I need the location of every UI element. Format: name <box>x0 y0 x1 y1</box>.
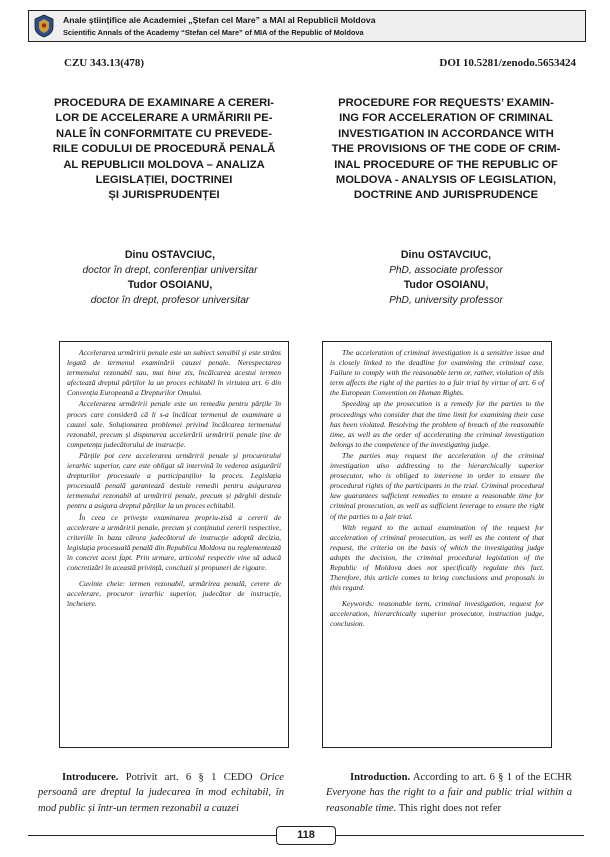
intro-heading-ro: Introducere. <box>62 772 119 783</box>
journal-title-ro: Anale științifice ale Academiei „Ștefan cel Mare” a MAI al Republicii Moldova <box>63 15 376 25</box>
title-line: NALE ÎN CONFORMITATE CU PREVEDE- <box>56 127 272 140</box>
czu-code: CZU 343.13(478) <box>64 57 145 69</box>
title-line: MOLDOVA - ANALYSIS OF LEGISLATION, <box>335 174 557 187</box>
page-number: 118 <box>276 826 336 845</box>
author-name: Tudor OSOIANU, <box>127 279 213 291</box>
body-en <box>326 770 572 816</box>
academy-crest-icon <box>33 14 55 38</box>
title-line: PROCEDURA DE EXAMINARE A CERERI- <box>53 97 275 109</box>
author-name: Dinu OSTAVCIUC, <box>124 249 216 261</box>
body-text: This right does not refer <box>396 802 502 814</box>
abstract-paragraph: The parties may request the acceleration of the criminal investigation also addressing to the hierarchically superior prosecutor, who is obliged to intervene in order to ensure the procedural rights of the participants in the trial. Criminal procedural law guarantees sufficient remedies to ensure a reasonable time for criminal prosecution, as well as sufficient leverage to ensure the right of the parties to a fair trial. <box>330 450 544 521</box>
intro-heading-en: Introduction. <box>350 772 411 783</box>
author-affiliation: PhD, university professor <box>389 295 503 306</box>
body-text: According to art. 6 § 1 of the ECHR <box>410 772 572 783</box>
author-affiliation: PhD, associate professor <box>389 265 503 276</box>
abstract-ro-box <box>59 341 289 748</box>
title-line: LOR DE ACCELERARE A URMĂRIRII PE- <box>55 112 273 125</box>
body-italic: Everyone has the right to a fair and public trial within a reasonable time. <box>326 787 572 814</box>
author-name: Tudor OSOIANU, <box>403 279 489 291</box>
journal-header <box>28 10 586 42</box>
abstract-paragraph: With regard to the actual examination of the request for acceleration of criminal prosecution, as well as the content of that request, the criteria on the basis of which the investigating judge adopts the decision, the criminal procedural legislation of the Republic of Moldova does not specifically regulate this fact. Therefore, this article comes to bring conclusions and proposals in this regard. <box>330 522 544 593</box>
keywords-ro: Cuvinte cheie: termen rezonabil, urmărirea penală, cerere de accelerare, procuror ierarhic superior, judecător de instrucție, încheiere. <box>67 579 281 609</box>
abstract-en-box <box>322 341 552 748</box>
author-affiliation: doctor în drept, profesor universitar <box>90 295 250 306</box>
keywords-en: Keywords: reasonable term, criminal investigation, request for acceleration, hierarchically superior prosecutor, instruction judge, conclusion. <box>330 599 544 629</box>
abstract-paragraph: În ceea ce privește examinarea propriu-zisă a cererii de accelerare a urmăririi penale, precum și conținutul cererii respective, criteriile în baza cărora judecătorul de instrucție adoptă decizia, legislația procesuală penală din Republica Moldova nu reglementează în concret acest fapt. Prin urmare, articolul respectiv vine să aducă concretizări în această privință, concluzii și propuneri de rigoare. <box>67 512 281 572</box>
title-line: DOCTRINE AND JURISPRUDENCE <box>353 189 539 202</box>
abstract-paragraph: Părțile pot cere accelerarea urmăririi penale și procurorului ierarhic superior, care este obligat să intervină în vederea asigurării drepturilor procesuale a participanților la proces. Legislația procesuală penală garantează destule remedii pentru asigurarea termenului rezonabil al urmăririi penale, precum și pârghii destule pentru a asigura dreptul părților la un proces echitabil. <box>67 450 281 511</box>
article-title-ro <box>42 96 286 204</box>
authors-en <box>316 248 576 308</box>
article-title-en <box>324 96 568 204</box>
title-line: THE PROVISIONS OF THE CODE OF CRIM- <box>331 143 561 156</box>
abstract-paragraph: The acceleration of criminal investigation is a sensitive issue and is closely linked to the deadline for examining the criminal case. Failure to comply with the reasonable term or, rather, violation of this term affects the right of the parties to a fair trial by virtue of art. 6 of the European Convention on Human Rights. <box>330 348 544 398</box>
author-affiliation: doctor în drept, conferențiar universitar <box>82 265 258 276</box>
abstract-paragraph: Accelerarea urmăririi penale este un remediu pentru părțile în proces care consideră că li s-a încălcat termenul de examinare a cauzei sale. Soluționarea problemei privind încălcarea termenului rezonabil, precum și dispunerea accelerării urmăririi penale ține de competența judecătorului de instrucție. <box>67 399 281 449</box>
title-line: INAL PROCEDURE OF THE REPUBLIC OF <box>334 158 558 171</box>
body-text: Potrivit art. 6 § 1 CEDO <box>118 772 260 783</box>
title-line: PROCEDURE FOR REQUESTS’ EXAMIN- <box>338 97 554 109</box>
authors-ro <box>40 248 300 308</box>
body-italic: Orice persoană are dreptul la judecarea în mod echitabil, în mod public și într-un termen rezonabil a cauzei <box>38 772 284 814</box>
journal-title-en: Scientific Annals of the Academy “Stefan cel Mare” of MIA of the Republic of Moldova <box>63 28 364 37</box>
doi-code: DOI 10.5281/zenodo.5653424 <box>439 57 576 69</box>
title-line: ȘI JURISPRUDENȚEI <box>108 189 220 202</box>
title-line: LEGISLAȚIEI, DOCTRINEI <box>95 174 233 187</box>
title-line: INVESTIGATION IN ACCORDANCE WITH <box>338 127 554 140</box>
title-line: RILE CODULUI DE PROCEDURĂ PENALĂ <box>52 143 276 156</box>
title-line: AL REPUBLICII MOLDOVA – ANALIZA <box>63 158 265 171</box>
body-ro <box>38 770 284 816</box>
author-name: Dinu OSTAVCIUC, <box>400 249 492 261</box>
title-line: ING FOR ACCELERATION OF CRIMINAL <box>339 112 553 125</box>
abstract-paragraph: Speeding up the prosecution is a remedy for the parties to the proceedings who consider that the time limit for examining their case has been violated. Resolving the problem of breach of the reasonable time, as well as the order of accelerating the criminal investigation belongs to the competence of the investigating judge. <box>330 399 544 449</box>
abstract-paragraph: Accelerarea urmăririi penale este un subiect sensibil și este strâns legată de termenul examinării cauzei penale. Nerespectarea termenului rezonabil sau, mai bine zis, încălcarea acestui termen afectează dreptul părților la un proces echitabil în virtutea art. 6 din Convenția Europeană a Drepturilor Omului. <box>67 348 281 398</box>
